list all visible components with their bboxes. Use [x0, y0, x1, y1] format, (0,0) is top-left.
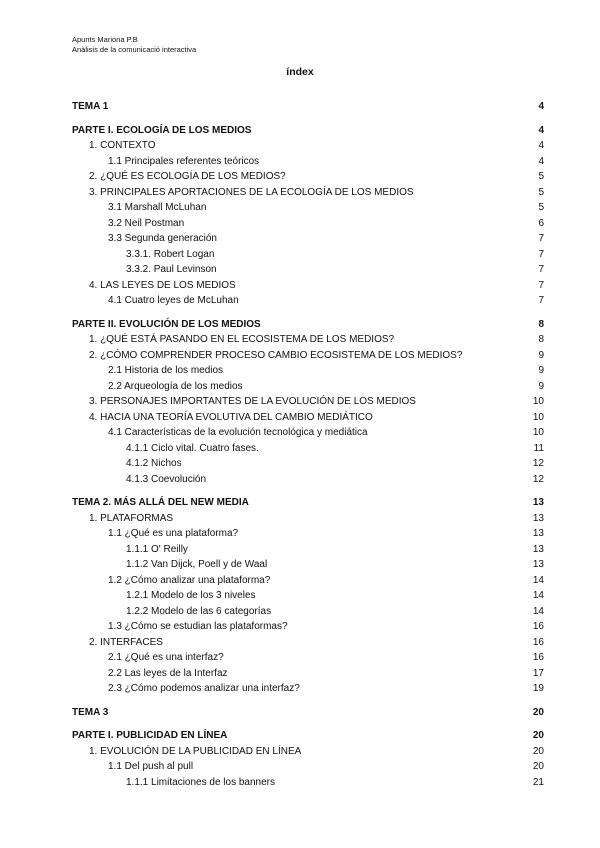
toc-entry[interactable]	[72, 441, 544, 457]
toc-entry-title: 1. CONTEXTO	[89, 140, 156, 151]
toc-entry-title: PARTE II. EVOLUCIÓN DE LOS MEDIOS	[72, 318, 261, 330]
toc-entry-page-number: 7	[538, 264, 544, 275]
toc-entry[interactable]	[72, 666, 544, 682]
toc-entry-title: 4.1.3 Coevolución	[126, 473, 207, 485]
header-subject: Anàlisis de la comunicació interactiva	[72, 45, 197, 54]
toc-entry-title: TEMA 3	[72, 706, 109, 718]
toc-entry[interactable]	[72, 410, 544, 426]
toc-entry[interactable]	[72, 231, 544, 247]
toc-heading-entry[interactable]	[72, 495, 544, 511]
toc-entry-page-number: 10	[532, 427, 544, 438]
toc-entry-title: 1.3 ¿Cómo se estudian las plataformas?	[108, 621, 288, 632]
toc-entry[interactable]	[72, 681, 544, 697]
toc-entry[interactable]	[72, 650, 544, 666]
toc-entry-page-number: 7	[538, 248, 544, 260]
toc-entry-page-number: 8	[538, 334, 544, 345]
toc-entry-title: 4.1.1 Ciclo vital. Cuatro fases.	[126, 442, 259, 454]
toc-entry-title: 2. ¿QUÉ ES ECOLOGÍA DE LOS MEDIOS?	[89, 171, 286, 182]
toc-entry-title: 1.1 ¿Qué es una plataforma?	[108, 528, 239, 539]
toc-entry-page-number: 13	[532, 497, 544, 508]
toc-entry[interactable]	[72, 635, 544, 651]
toc-entry-title: 3. PRINCIPALES APORTACIONES DE LA ECOLOGÍA DE LOS MEDIOS	[89, 186, 414, 198]
toc-entry-page-number: 16	[532, 636, 544, 648]
toc-entry-title: PARTE I. ECOLOGÍA DE LOS MEDIOS	[72, 124, 252, 136]
toc-entry-page-number: 20	[532, 761, 544, 772]
toc-entry-page-number: 14	[532, 574, 544, 586]
toc-entry-title: TEMA 2. MÁS ALLÁ DEL NEW MEDIA	[72, 497, 249, 508]
toc-entry-page-number: 4	[538, 101, 544, 112]
toc-entry-title: 1.1 Principales referentes teóricos	[108, 155, 260, 167]
toc-entry-page-number: 7	[538, 295, 544, 306]
toc-entry-page-number: 9	[538, 349, 544, 361]
toc-entry-page-number: 21	[532, 776, 544, 788]
toc-entry-page-number: 13	[532, 543, 544, 555]
toc-entry[interactable]	[72, 557, 544, 573]
toc-entry[interactable]	[72, 262, 544, 278]
toc-entry-page-number: 14	[532, 605, 544, 617]
toc-entry-page-number: 20	[532, 745, 544, 757]
toc-entry-page-number: 16	[532, 621, 544, 632]
toc-entry-page-number: 4	[538, 155, 544, 167]
toc-heading-entry[interactable]	[72, 705, 544, 721]
toc-entry[interactable]	[72, 604, 544, 620]
toc-entry[interactable]	[72, 542, 544, 558]
toc-entry-page-number: 4	[538, 140, 544, 151]
toc-entry[interactable]	[72, 216, 544, 232]
toc-entry-page-number: 13	[532, 512, 544, 524]
toc-entry-page-number: 19	[532, 683, 544, 694]
toc-entry-title: 1. EVOLUCIÓN DE LA PUBLICIDAD EN LÍNEA	[89, 745, 302, 757]
toc-entry[interactable]	[72, 456, 544, 472]
table-of-contents	[72, 99, 544, 790]
toc-heading-entry[interactable]	[72, 317, 544, 333]
index-title: índex	[286, 66, 314, 78]
toc-entry-page-number: 10	[532, 396, 544, 407]
toc-entry-page-number: 7	[538, 279, 544, 291]
toc-entry-page-number: 20	[532, 730, 544, 741]
toc-entry-title: 4.1 Cuatro leyes de McLuhan	[108, 295, 239, 306]
toc-entry-title: 3. PERSONAJES IMPORTANTES DE LA EVOLUCIÓN DE LOS MEDIOS	[89, 396, 416, 407]
toc-entry[interactable]	[72, 278, 544, 294]
toc-entry-title: 2. INTERFACES	[89, 636, 163, 648]
toc-entry-title: TEMA 1	[72, 101, 109, 112]
toc-entry[interactable]	[72, 619, 544, 635]
toc-entry-title: 2.1 ¿Qué es una interfaz?	[108, 652, 224, 663]
toc-entry[interactable]	[72, 759, 544, 775]
toc-entry[interactable]	[72, 573, 544, 589]
toc-entry-title: 2. ¿CÓMO COMPRENDER PROCESO CAMBIO ECOSISTEMA DE LOS MEDIOS?	[89, 349, 463, 361]
toc-entry[interactable]	[72, 332, 544, 348]
toc-entry-title: 3.3.1. Robert Logan	[126, 248, 215, 260]
toc-entry-page-number: 7	[538, 233, 544, 244]
toc-heading-entry[interactable]	[72, 99, 544, 115]
toc-entry-page-number: 20	[532, 706, 544, 718]
toc-entry[interactable]	[72, 472, 544, 488]
toc-entry-title: 4.1 Características de la evolución tecnológica y mediática	[108, 427, 368, 438]
toc-entry-title: 3.2 Neil Postman	[108, 217, 185, 229]
toc-entry-page-number: 9	[538, 365, 544, 376]
toc-entry-page-number: 5	[538, 202, 544, 213]
toc-entry-page-number: 5	[538, 171, 544, 182]
toc-entry-title: 1.2 ¿Cómo analizar una plataforma?	[108, 574, 271, 586]
toc-entry[interactable]	[72, 588, 544, 604]
toc-entry-title: 4. HACIA UNA TEORÍA EVOLUTIVA DEL CAMBIO MEDIÁTICO	[89, 411, 373, 423]
toc-entry-page-number: 12	[532, 458, 544, 469]
toc-entry-title: 1.1.2 Van Dijck, Poell y de Waal	[126, 559, 268, 570]
toc-entry-page-number: 9	[538, 380, 544, 392]
header-author: Apunts Mariona P.B	[72, 35, 138, 44]
toc-entry[interactable]	[72, 379, 544, 395]
toc-entry[interactable]	[72, 425, 544, 441]
toc-entry-page-number: 17	[532, 667, 544, 679]
toc-entry-title: 1. PLATAFORMAS	[89, 512, 174, 524]
toc-entry[interactable]	[72, 138, 544, 154]
toc-entry[interactable]	[72, 185, 544, 201]
toc-entry[interactable]	[72, 154, 544, 170]
toc-entry-page-number: 5	[538, 186, 544, 198]
toc-entry-title: 3.3 Segunda generación	[108, 233, 217, 244]
toc-entry[interactable]	[72, 363, 544, 379]
toc-entry[interactable]	[72, 293, 544, 309]
page-header	[72, 35, 196, 55]
toc-entry-page-number: 13	[532, 559, 544, 570]
toc-entry-page-number: 11	[533, 442, 544, 454]
toc-entry[interactable]	[72, 744, 544, 760]
toc-entry-title: 1.1.1 O' Reilly	[126, 543, 188, 555]
toc-entry-title: 1. ¿QUÉ ESTÁ PASANDO EN EL ECOSISTEMA DE LOS MEDIOS?	[89, 334, 395, 345]
toc-entry-page-number: 10	[532, 411, 544, 423]
toc-entry-title: 1.1 Del push al pull	[108, 761, 194, 772]
toc-entry-title: 4.1.2 Nichos	[126, 458, 182, 469]
toc-entry[interactable]	[72, 247, 544, 263]
toc-entry-page-number: 12	[532, 473, 544, 485]
toc-entry-page-number: 14	[532, 590, 544, 601]
toc-heading-entry[interactable]	[72, 728, 544, 744]
toc-entry-page-number: 8	[538, 318, 544, 330]
toc-entry[interactable]	[72, 348, 544, 364]
toc-entry-title: 4. LAS LEYES DE LOS MEDIOS	[89, 279, 236, 291]
toc-entry[interactable]	[72, 200, 544, 216]
toc-entry-title: 1.2.1 Modelo de los 3 niveles	[126, 590, 256, 601]
toc-entry-page-number: 6	[538, 217, 544, 229]
toc-entry-title: 1.1.1 Limitaciones de los banners	[126, 776, 275, 788]
toc-entry-title: 3.1 Marshall McLuhan	[108, 202, 207, 213]
toc-entry-title: 1.2.2 Modelo de las 6 categorías	[126, 605, 272, 617]
toc-entry-title: 2.3 ¿Cómo podemos analizar una interfaz?	[108, 683, 300, 694]
toc-entry-page-number: 13	[532, 528, 544, 539]
toc-entry-page-number: 16	[532, 652, 544, 663]
toc-entry-title: PARTE I. PUBLICIDAD EN LÍNEA	[72, 730, 228, 741]
toc-entry[interactable]	[72, 775, 544, 791]
toc-heading-entry[interactable]	[72, 123, 544, 139]
toc-entry-title: 3.3.2. Paul Levinson	[126, 264, 217, 275]
toc-entry[interactable]	[72, 169, 544, 185]
toc-entry[interactable]	[72, 526, 544, 542]
toc-entry[interactable]	[72, 511, 544, 527]
toc-entry-title: 2.2 Arqueología de los medios	[108, 380, 243, 392]
toc-entry[interactable]	[72, 394, 544, 410]
toc-entry-title: 2.2 Las leyes de la Interfaz	[108, 667, 228, 679]
toc-entry-title: 2.1 Historia de los medios	[108, 365, 224, 376]
toc-entry-page-number: 4	[538, 124, 544, 136]
